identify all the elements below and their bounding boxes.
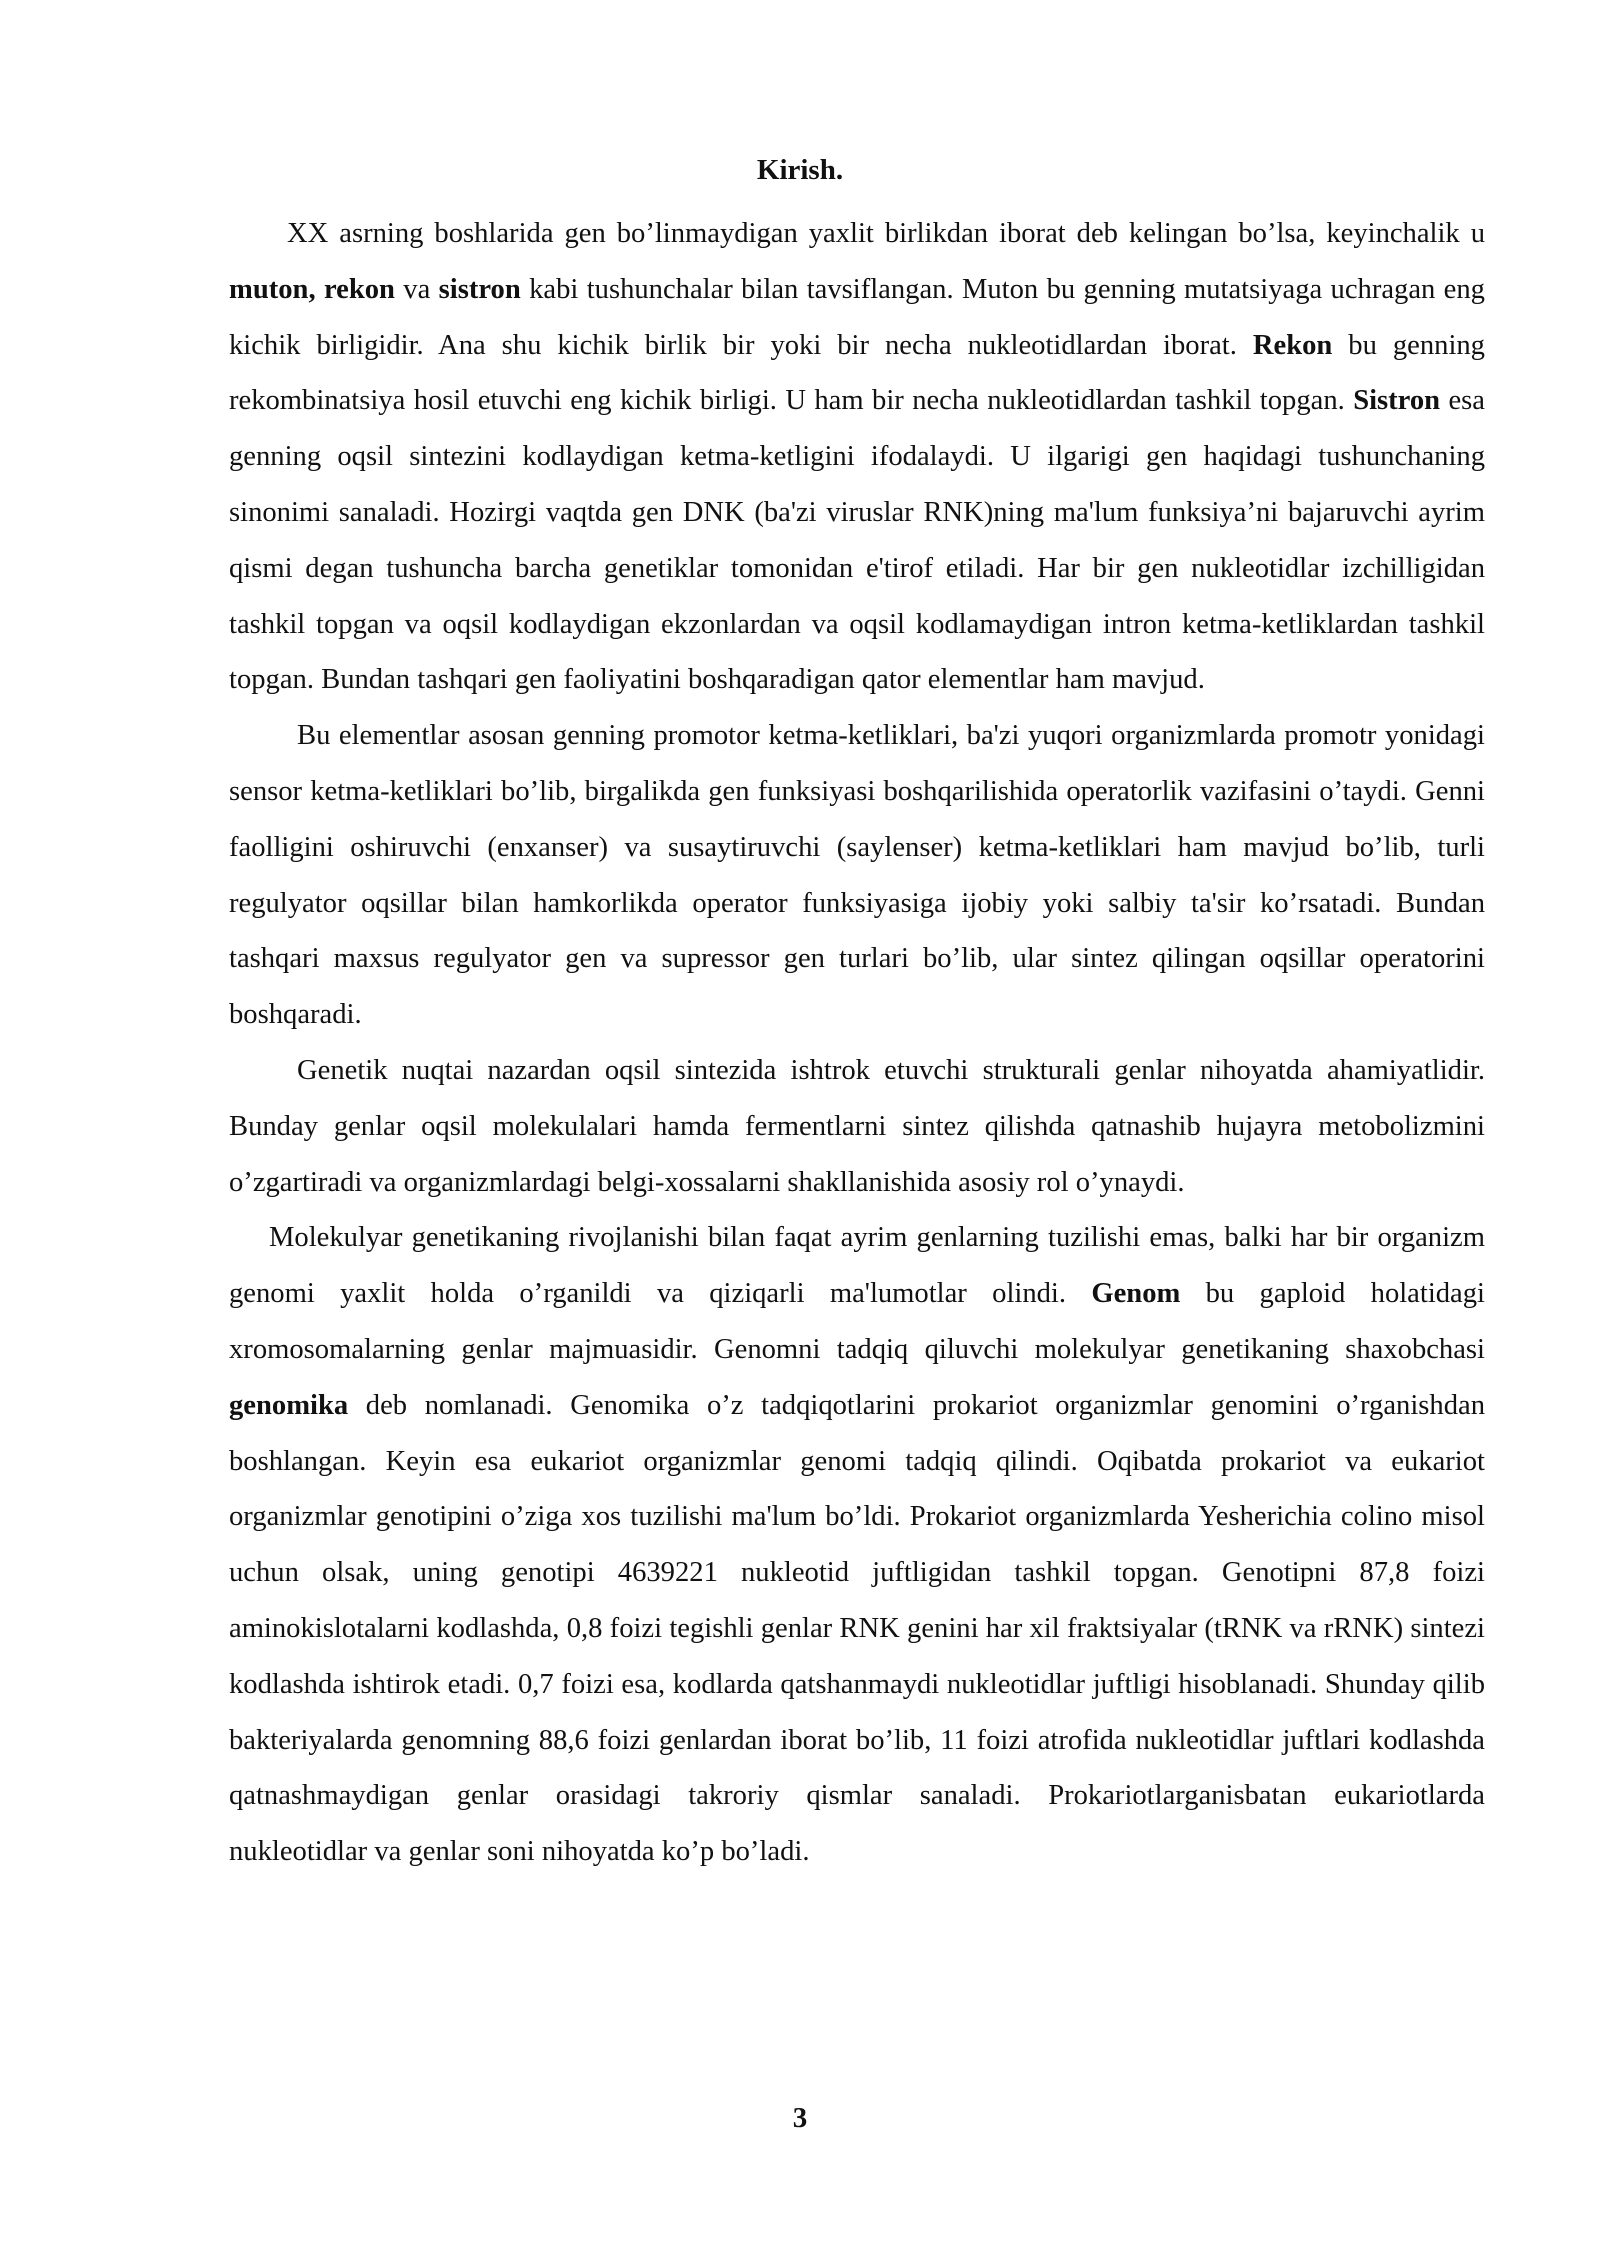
text-run: bu genning rekombinatsiya hosil etuvchi eng kichik birligi. U ham bir necha nukleotidlardan tashkil topgan. — [229, 329, 1485, 417]
paragraph-1 — [229, 206, 1485, 708]
paragraph-4 — [229, 1210, 1485, 1880]
text-run: deb nomlanadi. Genomika o’z tadqiqotlarini prokariot organizmlar genomini o’rganishdan boshlangan. Keyin esa eukariot organizmlar genomi tadqiq qilindi. Oqibatda prokariot va eukariot organizmlar genotipini o’ziga xos tuzilishi ma'lum bo’ldi. Prokariot organizmlarda Yesherichia colino misol uchun olsak, uning genotipi 4639221 nukleotid juftligidan tashkil topgan. Genotipni 87,8 foizi aminokislotalarni kodlashda, 0,8 foizi tegishli genlar RNK genini har xil fraktsiyalar (tRNK va rRNK) sintezi kodlashda ishtirok etadi. 0,7 foizi esa, kodlarda qatshanmaydi nukleotidlar juftligi hisoblanadi. Shunday qilib bakteriyalarda genomning 88,6 foizi genlardan iborat bo’lib, 11 foizi atrofida nukleotidlar juftlari kodlashda qatnashmaydigan genlar orasidagi takroriy qismlar sanaladi. Prokariotlarganisbatan eukariotlarda nukleotidlar va genlar soni nihoyatda ko’p bo’ladi. — [229, 1389, 1485, 1868]
bold-term: Sistron — [1353, 385, 1441, 417]
page-number: 3 — [792, 2102, 808, 2134]
bold-term: Rekon — [1252, 329, 1333, 361]
paragraph-3: Genetik nuqtai nazardan oqsil sintezida ishtrok etuvchi strukturali genlar nihoyatda ahamiyatlidir. Bunday genlar oqsil molekulalari hamda fermentlarni sintez qilishda qatnashib hujayra metobolizmini o’zgartiradi va organizmlardagi belgi-xossalarni shakllanishida asosiy rol o’ynaydi. — [229, 1054, 1485, 1198]
text-run: kabi tushunchalar bilan tavsiflangan. Muton bu genning mutatsiyaga uchragan eng kichik birligidir. Ana shu kichik birlik bir yoki bir necha nukleotidlardan iborat. — [229, 273, 1485, 361]
bold-term: Genom — [1091, 1278, 1181, 1310]
text-run: va — [394, 273, 439, 305]
bold-term: genomika — [229, 1389, 349, 1421]
bold-term: sistron — [438, 273, 521, 305]
text-run: esa genning oqsil sintezini kodlaydigan ketma-ketligini ifodalaydi. U ilgarigi gen haqidagi tushunchaning sinonimi sanaladi. Hozirgi vaqtda gen DNK (ba'zi viruslar RNK)ning ma'lum funksiya’ni bajaruvchi ayrim qismi degan tushuncha barcha genetiklar tomonidan e'tirof etiladi. Har bir gen nukleotidlar izchilligidan tashkil topgan va oqsil kodlaydigan ekzonlardan va oqsil kodlamaydigan intron ketma-ketliklardan tashkil topgan. Bundan tashqari gen faoliyatini boshqaradigan qator elementlar ham mavjud. — [229, 385, 1485, 696]
text-run: XX asrning boshlarida gen bo’linmaydigan yaxlit birlikdan iborat deb kelingan bo’lsa, keyinchalik u — [287, 218, 1485, 249]
body-text — [229, 206, 1485, 1880]
bold-term: muton, rekon — [229, 273, 395, 305]
paragraph-2: Bu elementlar asosan genning promotor ketma-ketliklari, ba'zi yuqori organizmlarda promotr yonidagi sensor ketma-ketliklari bo’lib, birgalikda gen funksiyasi boshqarilishida operatorlik vazifasini o’taydi. Genni faolligini oshiruvchi (enxanser) va susaytiruvchi (saylenser) ketma-ketliklari ham mavjud bo’lib, turli regulyator oqsillar bilan hamkorlikda operator funksiyasiga ijobiy yoki salbiy ta'sir ko’rsatadi. Bundan tashqari maxsus regulyator gen va supressor gen turlari bo’lib, ular sintez qilingan oqsillar operatorini boshqaradi. — [229, 720, 1485, 1031]
page-title: Kirish. — [756, 154, 844, 186]
text-run: bu gaploid holatidagi xromosomalarning genlar majmuasidir. Genomni tadqiq qiluvchi molekulyar genetikaning shaxobchasi — [229, 1278, 1485, 1365]
text-run: Molekulyar genetikaning rivojlanishi bilan faqat ayrim genlarning tuzilishi emas, balki har bir organizm genomi yaxlit holda o’rganildi va qiziqarli ma'lumotlar olindi. — [229, 1222, 1485, 1310]
